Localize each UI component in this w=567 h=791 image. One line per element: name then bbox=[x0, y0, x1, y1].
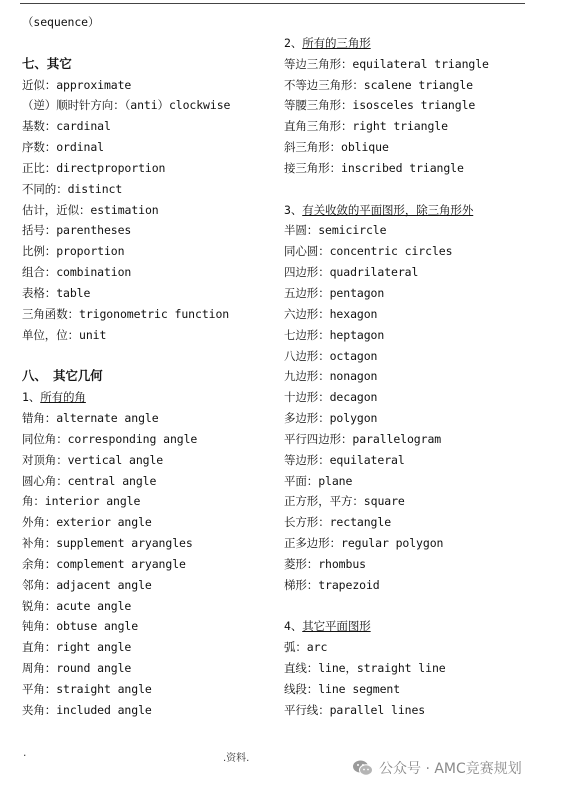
vocab-entry: 补角：supplement aryangles bbox=[22, 536, 193, 551]
vocab-entry: 九边形：nonagon bbox=[284, 369, 378, 384]
vocab-entry: 正方形，平方：square bbox=[284, 494, 405, 509]
spacer bbox=[22, 346, 284, 367]
vocab-entry: 同位角：corresponding angle bbox=[22, 431, 198, 446]
wechat-icon bbox=[352, 759, 374, 777]
vocab-entry: 夹角：included angle bbox=[22, 702, 152, 717]
footer-label: .资料. bbox=[223, 753, 250, 764]
subsection-title: 有关收敛的平面图形，除三角形外 bbox=[302, 202, 474, 217]
vocab-entry: 菱形：rhombus bbox=[284, 556, 366, 571]
vocab-entry: 五边形：pentagon bbox=[284, 285, 385, 300]
subsection-heading bbox=[22, 387, 284, 408]
vocab-entry: 直角三角形：right triangle bbox=[284, 119, 448, 134]
vocab-entry: 直线：line，straight line bbox=[284, 661, 446, 676]
vocab-entry: 等腰三角形：isosceles triangle bbox=[284, 98, 476, 113]
vocab-entry: 基数：cardinal bbox=[22, 119, 111, 134]
subsection-title: 所有的三角形 bbox=[302, 35, 371, 50]
right-column bbox=[284, 12, 559, 721]
vocab-entry: 不等边三角形：scalene triangle bbox=[284, 77, 473, 92]
vocab-entry: 七边形：heptagon bbox=[284, 327, 385, 342]
vocab-entry: 锐角：acute angle bbox=[22, 598, 132, 613]
subsection-title: 其它平面图形 bbox=[302, 619, 371, 634]
vocab-entry: 斜三角形：oblique bbox=[284, 140, 389, 155]
vocab-entry: （sequence） bbox=[22, 15, 100, 29]
spacer bbox=[284, 12, 559, 33]
vocab-entry: 组合：combination bbox=[22, 265, 132, 280]
watermark-text: 公众号 · AMC竞赛规划 bbox=[379, 761, 522, 777]
vocab-entry: 不同的：distinct bbox=[22, 181, 123, 196]
vocab-entry: 接三角形：inscribed triangle bbox=[284, 160, 464, 175]
vocab-entry: 十边形：decagon bbox=[284, 390, 378, 405]
vocab-entry: 外角：exterior angle bbox=[22, 515, 152, 530]
vocab-entry: 等边形：equilateral bbox=[284, 452, 405, 467]
subsection-number: 3、 bbox=[284, 202, 303, 217]
subsection-heading bbox=[284, 200, 559, 221]
vocab-entry: 半圆：semicircle bbox=[284, 223, 387, 238]
subsection-number: 1、 bbox=[22, 390, 41, 405]
vocab-entry: 同心圆：concentric circles bbox=[284, 244, 453, 259]
subsection-title: 所有的角 bbox=[40, 390, 86, 405]
vocab-entry: 错角：alternate angle bbox=[22, 411, 159, 426]
subsection-number: 4、 bbox=[284, 619, 303, 634]
watermark bbox=[352, 758, 522, 778]
vocab-entry: 平行四边形：parallelogram bbox=[284, 431, 442, 446]
vocab-entry: 估计，近似：estimation bbox=[22, 202, 159, 217]
vocab-entry: 四边形：quadrilateral bbox=[284, 265, 419, 280]
subsection-number: 2、 bbox=[284, 35, 303, 50]
footer-dot: . bbox=[22, 749, 28, 759]
vocab-entry: 等边三角形：equilateral triangle bbox=[284, 56, 489, 71]
vocab-entry: 圆心角：central angle bbox=[22, 473, 157, 488]
spacer bbox=[22, 33, 284, 54]
vocab-entry: 近似：approximate bbox=[22, 77, 132, 92]
left-column bbox=[22, 12, 284, 721]
vocab-entry: 直角：right angle bbox=[22, 640, 132, 655]
vocab-entry: 正多边形：regular polygon bbox=[284, 536, 444, 551]
vocab-entry: 序数：ordinal bbox=[22, 140, 104, 155]
spacer bbox=[284, 179, 559, 200]
section-heading: 八、 其它几何 bbox=[22, 368, 103, 384]
vocab-entry: 平行线：parallel lines bbox=[284, 702, 426, 717]
vocab-entry: 梯形：trapezoid bbox=[284, 577, 380, 592]
vocab-entry: 单位，位：unit bbox=[22, 327, 107, 342]
vocab-entry: 弧：arc bbox=[284, 640, 328, 655]
subsection-heading bbox=[284, 33, 559, 54]
header-rule bbox=[20, 3, 525, 4]
vocab-entry: 周角：round angle bbox=[22, 661, 132, 676]
vocab-entry: 正比：directproportion bbox=[22, 160, 166, 175]
vocab-entry: 平面：plane bbox=[284, 473, 353, 488]
vocab-entry: 长方形：rectangle bbox=[284, 515, 392, 530]
vocab-entry: 比例：proportion bbox=[22, 244, 125, 259]
vocab-entry: 六边形：hexagon bbox=[284, 306, 378, 321]
vocab-entry: 邻角：adjacent angle bbox=[22, 577, 152, 592]
section-heading: 七、其它 bbox=[22, 55, 72, 71]
subsection-heading bbox=[284, 616, 559, 637]
vocab-entry: 多边形：polygon bbox=[284, 411, 378, 426]
vocab-entry: 平角：straight angle bbox=[22, 682, 152, 696]
vocab-entry: 对顶角：vertical angle bbox=[22, 452, 164, 467]
vocab-entry: 八边形：octagon bbox=[284, 348, 378, 363]
vocab-entry: 余角：complement aryangle bbox=[22, 556, 186, 571]
vocab-entry: 表格：table bbox=[22, 285, 91, 300]
vocab-entry: 角：interior angle bbox=[22, 494, 141, 509]
vocab-entry: 括号：parentheses bbox=[22, 223, 132, 238]
vocab-entry: 线段：line segment bbox=[284, 682, 401, 696]
vocab-entry: 钝角：obtuse angle bbox=[22, 619, 139, 634]
vocab-entry: 三角函数：trigonometric function bbox=[22, 306, 230, 321]
vocab-entry: （逆）顺时针方向：（anti）clockwise bbox=[22, 98, 231, 113]
spacer bbox=[284, 596, 559, 617]
